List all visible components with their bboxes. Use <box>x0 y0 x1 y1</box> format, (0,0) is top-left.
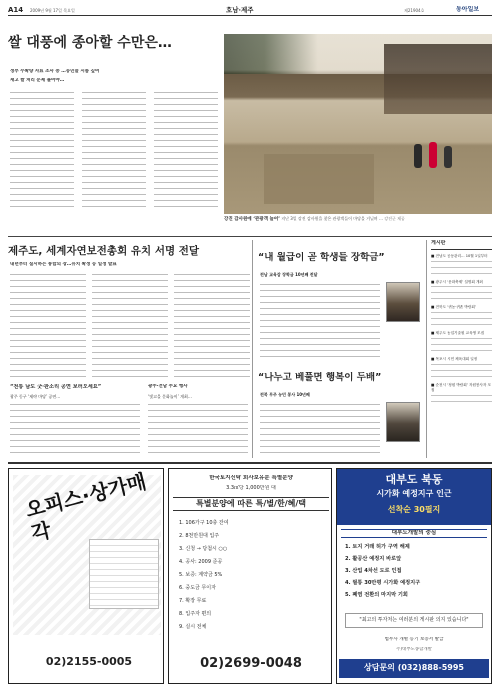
top-story-photo <box>224 34 492 214</box>
issue-number: 제21904호 <box>404 8 425 13</box>
ad2-benefit: 7. 확장 무료 <box>179 598 207 604</box>
ad2-benefit: 6. 중도금 무이자 <box>179 585 216 591</box>
interview1-headline: “내 월급이 곧 학생들 장학금” <box>258 252 385 263</box>
top-sub1: 정부 수확량 자료 조사 중 …농민들 시름 깊어 <box>10 69 100 74</box>
top-story-body <box>10 90 220 210</box>
masthead-logo: 동아일보 <box>456 6 480 13</box>
box-sub: 광주 동구 ‘제야 마당’ 공연… <box>10 394 61 399</box>
sidebar-title: 게시판 <box>431 240 492 250</box>
interview2-photo <box>386 402 420 442</box>
box-headline: “전통 남도 굿·판소리 공연 보러오세요” <box>10 384 102 390</box>
short-sub: ‘빛고을 문화놀이’ 개최… <box>148 394 192 399</box>
ad2-benefit: 2. 8천만원대 입주 <box>179 533 220 539</box>
ad3-bottom: 법무사 개별 등기 보증서 발급 <box>384 637 444 642</box>
ad3-point: 5. 폐염 전환의 마지막 기회 <box>345 592 408 598</box>
ad3-point: 2. 활공산 예정지 바로앞 <box>345 556 402 562</box>
ad3-header <box>337 469 491 525</box>
column-divider <box>252 240 253 458</box>
date-line: 2009년 9월 17일 목요일 <box>30 8 75 13</box>
ad-special-sale <box>168 468 332 684</box>
ad2-benefit: 3. 신청 → 당첨시 ○○ <box>179 546 228 552</box>
ad3-quote: "최고의 투자처는 여러분의 게시판 의지 있습니다" <box>345 613 483 628</box>
ad2-price: 3.3㎡당 1,000만원 대 <box>226 485 276 491</box>
sidebar <box>426 240 492 458</box>
ad3-title3: 선착순 30필지 <box>387 505 441 514</box>
ad3-point: 1. 토지 거래 허가 구역 해제 <box>345 544 410 550</box>
sidebar-item: ■ 전북도 ‘귀농·귀촌 박람회’ <box>431 305 476 310</box>
ad3-title2: 시가화 예정지구 인근 <box>376 489 452 498</box>
divider <box>8 236 492 237</box>
ad-daebudo <box>336 468 492 684</box>
ad3-phone[interactable]: 상담문의 (032)888-5995 <box>339 659 489 678</box>
page-number: A14 <box>8 6 24 14</box>
ad2-benefit: 1. 106가구 10층 잔여 <box>179 520 229 526</box>
interview2-body <box>260 402 380 458</box>
interview1-photo <box>386 282 420 322</box>
jeju-body <box>10 272 250 382</box>
jeju-subhead: 내년부터 실시하는 통합의 장…유치 확정 등 일정 발표 <box>10 262 117 267</box>
ad-office-sale <box>8 468 164 684</box>
short-headline: 광주·전남 주요 행사 <box>148 384 188 389</box>
ad1-phone[interactable]: 02)2155-0005 <box>45 655 133 668</box>
photo-caption-title: 강진 감사원에 ‘관광객 늘어’ <box>224 217 280 222</box>
ad3-point: 3. 산업 4차선 도로 인접 <box>345 568 402 574</box>
jeju-headline: 제주도, 세계자연보전총회 유치 서명 전달 <box>8 245 200 257</box>
ad1-title: 오피스·상가매각 <box>23 469 149 546</box>
header-bar <box>8 4 492 16</box>
top-sub2: 재고 쌀 처리 문제 풀어야… <box>10 78 65 83</box>
interview1-body <box>260 282 380 362</box>
ad3-point: 4. 필통 30만평 시가화 예정지구 <box>345 580 421 586</box>
sidebar-item: ■ 목포시 시민 체육대회 일정 <box>431 357 478 362</box>
ad2-phone[interactable]: 02)2699-0048 <box>200 656 302 671</box>
ad2-benefit: 9. 실시 전체 <box>179 624 207 630</box>
photo-credit: 강진군 제공 <box>384 216 405 221</box>
interview1-subhead: 전남 교육감 장학금 10년째 전달 <box>260 272 318 277</box>
sidebar-item: ■ 전남도 공동관리… 10월 1일부터 <box>431 253 488 258</box>
photo-caption-text: 지난 3일 강진 감사원을 찾은 관광객들이 마당을 거닐며 … <box>281 216 383 221</box>
ads-divider <box>8 462 492 464</box>
ad3-title1: 대부도 북동 <box>385 473 443 486</box>
ad2-banner: 특별분양에 따른 특/별/한/혜/택 <box>173 497 329 511</box>
interview2-headline: “나누고 베풀면 행복이 두배” <box>258 372 382 383</box>
ad2-benefit: 5. 보증: 계약금 5% <box>179 572 223 578</box>
top-headline: 쌀 대풍에 종아할 수만은… <box>8 35 172 51</box>
sidebar-item: ■ 광주시 ‘문화축제’ 설명회 개최 <box>431 279 483 284</box>
section-title: 호남·제주 <box>226 6 254 14</box>
interview2-subhead: 전북 무주 농민 봉사 10년째 <box>260 392 310 397</box>
box-body <box>10 402 140 458</box>
ad3-company: 주)대부도종합개발 <box>396 647 432 652</box>
ad2-benefit: 8. 입주자 편의 <box>179 611 212 617</box>
photo-caption <box>224 216 492 230</box>
ad2-top: 한국토지신탁 회사보유분 특별분양 <box>209 475 293 481</box>
sidebar-item: ■ 순천시 ‘정원 박람회’ 자원봉사자 모집 <box>431 382 491 392</box>
ad2-benefit: 4. 공사: 2009 준공 <box>179 559 223 565</box>
short-body <box>148 402 248 458</box>
ad3-sub: 대부도개발의 중심 <box>341 529 487 538</box>
sidebar-item: ■ 제주도 농업기술원 교육생 모집 <box>431 331 485 336</box>
